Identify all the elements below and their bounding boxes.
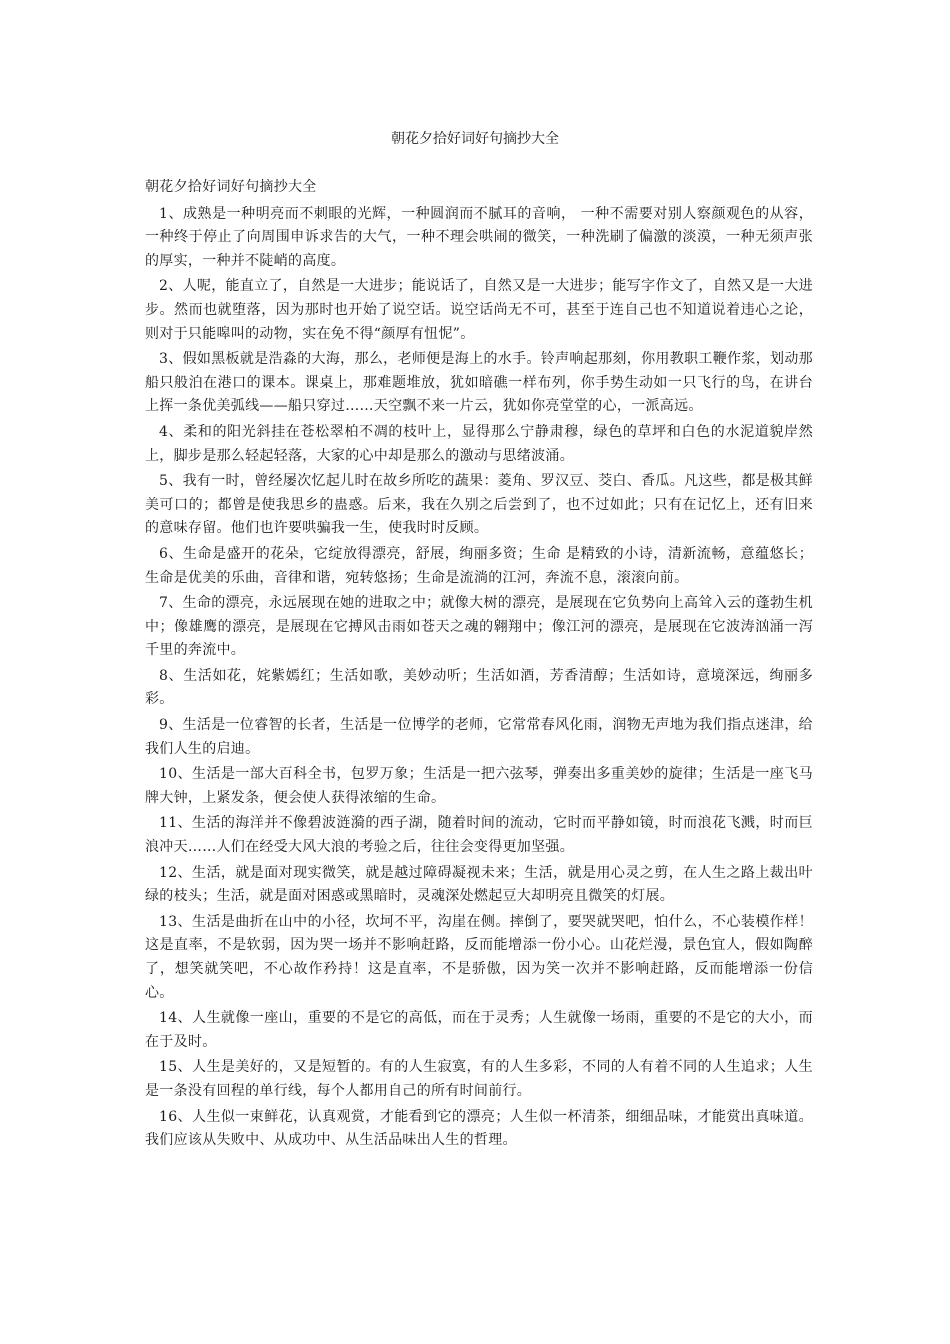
- document-subtitle: 朝花夕拾好词好句摘抄大全: [145, 179, 317, 195]
- paragraph: 8、生活如花，姹紫嫣红；生活如歌，美妙动听；生活如酒，芳香清醇；生活如诗，意境深远，绚丽多彩。: [145, 667, 813, 708]
- document-body: [145, 176, 813, 1155]
- paragraph: 16、人生似一束鲜花，认真观赏，才能看到它的漂亮；人生似一杯清茶，细细品味，才能赏出真味道。我们应该从失败中、从成功中、从生活品味出人生的哲理。: [145, 1108, 813, 1149]
- paragraph: 11、生活的海洋并不像碧波涟漪的西子湖，随着时间的流动，它时而平静如镜，时而浪花飞溅，时而巨浪冲天……人们在经受大风大浪的考验之后，往往会变得更加坚强。: [145, 815, 813, 856]
- paragraph: 10、生活是一部大百科全书，包罗万象；生活是一把六弦琴，弹奏出多重美妙的旋律；生活是一座飞马牌大钟，上紧发条，便会使人获得浓缩的生命。: [145, 766, 813, 806]
- paragraph: 14、人生就像一座山，重要的不是它的高低，而在于灵秀；人生就像一场雨，重要的不是它的大小，而在于及时。: [145, 1010, 813, 1050]
- document-title: 朝花夕拾好词好句摘抄大全: [391, 131, 559, 147]
- paragraph: 1、成熟是一种明亮而不刺眼的光辉，一种圆润而不腻耳的音响， 一种不需要对别人察颜观色的从容，一种终于停止了向周围申诉求告的大气，一种不理会哄闹的微笑，一种洗刷了偏激的淡漠，一种无须声张的厚实，一种并不陡峭的高度。: [145, 205, 813, 269]
- paragraph: 5、我有一时，曾经屡次忆起儿时在故乡所吃的蔬果：菱角、罗汉豆、茭白、香瓜。凡这些，都是极其鲜美可口的；都曾是使我思乡的蛊惑。后来，我在久别之后尝到了，也不过如此；只有在记忆上，还有旧来的意味存留。他们也许要哄骗我一生，使我时时反顾。: [145, 473, 813, 537]
- paragraph: 2、人呢，能直立了，自然是一大进步；能说话了，自然又是一大进步；能写字作文了，自然又是一大进步。然而也就堕落，因为那时也开始了说空话。说空话尚无不可，甚至于连自己也不知道说着违心之论，则对于只能嗥叫的动物，实在免不得“颜厚有忸怩”。: [145, 278, 813, 342]
- paragraph: 15、人生是美好的，又是短暂的。有的人生寂寞，有的人生多彩，不同的人有着不同的人生追求；人生是一条没有回程的单行线，每个人都用自己的所有时间前行。: [145, 1059, 813, 1099]
- paragraph: 3、假如黑板就是浩淼的大海，那么，老师便是海上的水手。铃声响起那刻，你用教职工鞭作浆，划动那船只般泊在港口的课本。课桌上，那难题堆放，犹如暗礁一样布列，你手势生动如一只飞行的鸟，在讲台上挥一条优美弧线——船只穿过……天空飘不来一片云，犹如你亮堂堂的心，一派高远。: [145, 351, 813, 415]
- paragraph: 12、生活，就是面对现实微笑，就是越过障碍凝视未来；生活，就是用心灵之剪，在人生之路上裁出叶绿的枝头；生活，就是面对困惑或黑暗时，灵魂深处燃起豆大却明亮且微笑的灯展。: [145, 864, 813, 905]
- paragraph: 7、生命的漂亮，永远展现在她的进取之中；就像大树的漂亮，是展现在它负势向上高耸入云的蓬勃生机中；像雄鹰的漂亮，是展现在它搏风击雨如苍天之魂的翱翔中；像江河的漂亮，是展现在它波涛汹涌一泻千里的奔流中。: [145, 595, 813, 659]
- paragraph: 6、生命是盛开的花朵，它绽放得漂亮，舒展，绚丽多资；生命 是精致的小诗，清新流畅，意蕴悠长；生命是优美的乐曲，音律和谐，宛转悠扬；生命是流淌的江河，奔流不息，滚滚向前。: [145, 545, 813, 586]
- paragraph: 13、生活是曲折在山中的小径，坎坷不平，沟崖在侧。摔倒了，要哭就哭吧，怕什么，不心装模作样！这是直率，不是软弱，因为哭一场并不影响赶路，反而能增添一份小心。山花烂漫，景色宜人，假如陶醉了，想笑就笑吧，不心故作矜持！这是直率，不是骄傲，因为笑一次并不影响赶路，反而能增添一份信心。: [145, 913, 813, 1001]
- paragraph: 4、柔和的阳光斜挂在苍松翠柏不凋的枝叶上，显得那么宁静肃穆，绿色的草坪和白色的水泥道貌岸然上，脚步是那么轻起轻落，大家的心中却是那么的激动与思绪波涌。: [145, 423, 813, 464]
- paragraph: 9、生活是一位睿智的长者，生活是一位博学的老师，它常常春风化雨，润物无声地为我们指点迷津，给我们人生的启迪。: [145, 717, 813, 757]
